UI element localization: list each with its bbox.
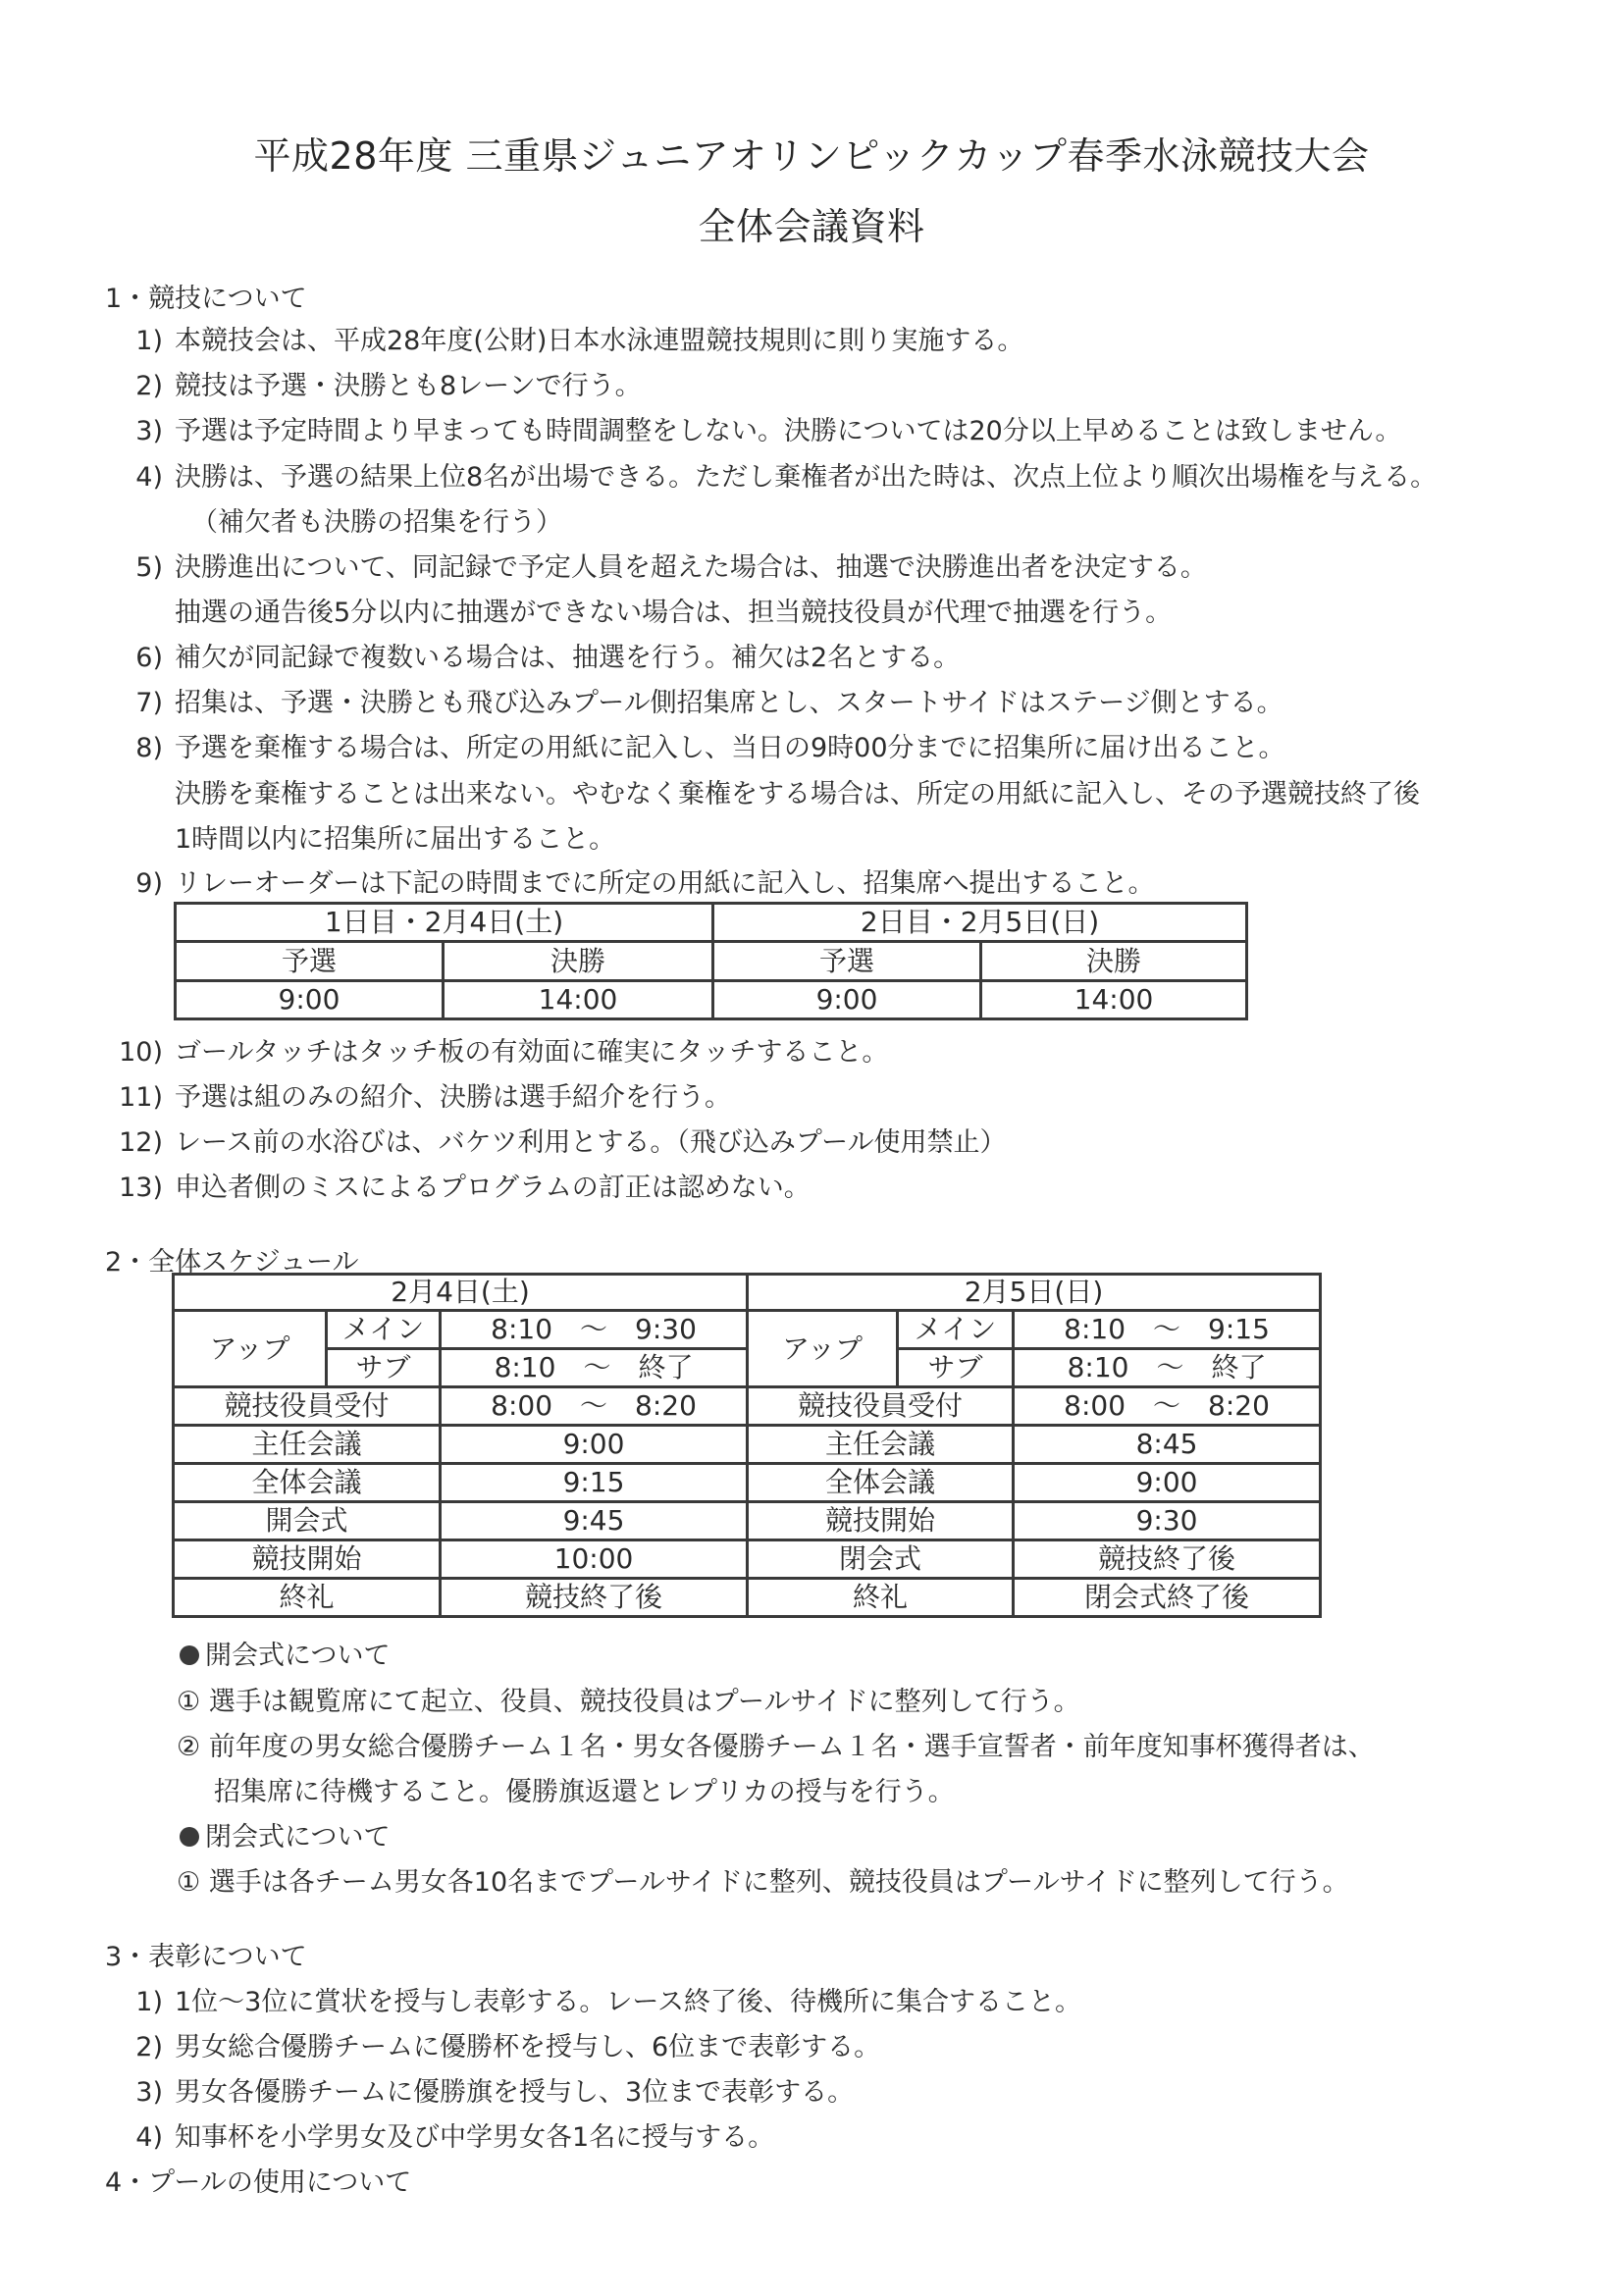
award-item-1	[116, 1980, 1081, 2018]
schedule-date-row	[174, 1275, 1321, 1311]
circled-number: ②	[177, 1732, 201, 1762]
rule-item-4-continuation: （補欠者も決勝の招集を行う）	[191, 507, 562, 538]
closing-ceremony-item-1	[177, 1860, 1349, 1899]
bullet-icon	[180, 1645, 199, 1665]
event-label: 開会式	[174, 1502, 441, 1540]
relay-deadline-cell: 14:00	[444, 981, 713, 1019]
item-number: 11)	[119, 1082, 163, 1113]
item-number: 6)	[135, 643, 163, 673]
award-item-3	[116, 2070, 854, 2109]
event-label: 閉会式	[748, 1540, 1014, 1579]
time-cell: 9:15	[441, 1464, 748, 1502]
item-text: 選手は観覧席にて起立、役員、競技役員はプールサイドに整列して行う。	[208, 1687, 1080, 1717]
item-text: 招集は、予選・決勝とも飛び込みプール側招集席とし、スタートサイドはステージ側とする。	[175, 688, 1283, 718]
item-text: 1位～3位に賞状を授与し表彰する。レース終了後、待機所に集合すること。	[175, 1987, 1082, 2017]
schedule-row	[174, 1579, 1321, 1617]
event-label: 競技役員受付	[174, 1387, 441, 1426]
relay-round-cell: 予選	[713, 942, 981, 981]
item-number: 4)	[135, 2122, 163, 2153]
item-number: 13)	[119, 1173, 163, 1203]
section-3-heading: 3・表彰について	[105, 1942, 307, 1972]
time-cell: 8:10 ～ 終了	[1014, 1349, 1321, 1387]
schedule-date-header: 2月4日(土)	[174, 1275, 748, 1311]
award-item-2	[116, 2025, 880, 2063]
item-number: 8)	[135, 733, 163, 763]
rule-item-6	[116, 636, 960, 674]
closing-ceremony-heading	[180, 1815, 390, 1853]
document-title: 平成28年度 三重県ジュニアオリンピックカップ春季水泳競技大会	[253, 134, 1370, 178]
item-text: 知事杯を小学男女及び中学男女各1名に授与する。	[175, 2122, 775, 2153]
section-2-heading: 2・全体スケジュール	[105, 1247, 359, 1278]
rule-item-4	[116, 455, 1437, 494]
event-label: 競技役員受付	[748, 1387, 1014, 1426]
warmup-label: アップ	[748, 1311, 898, 1387]
item-number: 3)	[135, 2077, 163, 2108]
relay-deadline-cell: 9:00	[176, 981, 444, 1019]
schedule-row	[174, 1540, 1321, 1579]
time-cell: 9:45	[441, 1502, 748, 1540]
rule-item-7	[116, 681, 1283, 719]
item-number: 2)	[135, 2032, 163, 2062]
pool-label: サブ	[898, 1349, 1014, 1387]
pool-label: サブ	[327, 1349, 441, 1387]
time-cell: 9:30	[1014, 1502, 1321, 1540]
event-label: 終礼	[748, 1579, 1014, 1617]
item-text: 前年度の男女総合優勝チーム１名・男女各優勝チーム１名・選手宣誓者・前年度知事杯獲得者は、	[208, 1732, 1375, 1762]
time-cell: 競技終了後	[441, 1579, 748, 1617]
schedule-table	[172, 1273, 1322, 1618]
time-cell: 8:00 ～ 8:20	[441, 1387, 748, 1426]
schedule-date-header: 2月5日(日)	[748, 1275, 1321, 1311]
rule-item-8-continuation-2: 1時間以内に招集所に届出すること。	[175, 824, 616, 855]
time-cell: 9:00	[441, 1426, 748, 1464]
time-cell: 8:00 ～ 8:20	[1014, 1387, 1321, 1426]
rule-item-3	[116, 409, 1401, 447]
item-text: レース前の水浴びは、バケツ利用とする。（飛び込みプール使用禁止）	[175, 1127, 1007, 1158]
event-label: 競技開始	[174, 1540, 441, 1579]
relay-deadline-cell: 9:00	[713, 981, 981, 1019]
rule-item-12	[116, 1121, 1007, 1159]
event-label: 主任会議	[748, 1426, 1014, 1464]
bullet-heading-text: 閉会式について	[205, 1822, 391, 1852]
opening-ceremony-item-2-continuation: 招集席に待機すること。優勝旗返還とレプリカの授与を行う。	[214, 1777, 955, 1807]
opening-ceremony-heading	[180, 1634, 390, 1672]
item-text: 決勝進出について、同記録で予定人員を超えた場合は、抽選で決勝進出者を決定する。	[175, 552, 1207, 583]
relay-round-cell: 予選	[176, 942, 444, 981]
relay-day-row	[176, 904, 1247, 942]
circled-number: ①	[177, 1867, 201, 1898]
time-cell: 9:00	[1014, 1464, 1321, 1502]
event-label: 競技開始	[748, 1502, 1014, 1540]
time-cell: 8:10 ～ 9:30	[441, 1311, 748, 1349]
schedule-row	[174, 1426, 1321, 1464]
opening-ceremony-item-2	[177, 1725, 1375, 1763]
rule-item-5	[116, 546, 1207, 584]
schedule-row	[174, 1349, 1321, 1387]
item-number: 1)	[135, 326, 163, 356]
section-1-heading: 1・競技について	[105, 284, 307, 314]
rule-item-2	[116, 364, 642, 402]
rule-item-8	[116, 726, 1285, 764]
item-number: 2)	[135, 371, 163, 401]
event-label: 終礼	[174, 1579, 441, 1617]
item-number: 12)	[119, 1127, 163, 1158]
relay-day-header: 2日目・2月5日(日)	[713, 904, 1247, 942]
relay-deadline-table	[174, 902, 1248, 1020]
rule-item-8-continuation-1: 決勝を棄権することは出来ない。やむなく棄権をする場合は、所定の用紙に記入し、その予選競技終了後	[175, 779, 1420, 809]
relay-round-row	[176, 942, 1247, 981]
schedule-row	[174, 1311, 1321, 1349]
award-item-4	[116, 2115, 774, 2154]
item-text: 補欠が同記録で複数いる場合は、抽選を行う。補欠は2名とする。	[175, 643, 961, 673]
item-text: 男女総合優勝チームに優勝杯を授与し、6位まで表彰する。	[175, 2032, 881, 2062]
bullet-icon	[180, 1827, 199, 1847]
pool-label: メイン	[898, 1311, 1014, 1349]
schedule-row	[174, 1464, 1321, 1502]
relay-round-cell: 決勝	[981, 942, 1247, 981]
bullet-heading-text: 開会式について	[205, 1641, 391, 1671]
pool-label: メイン	[327, 1311, 441, 1349]
item-number: 4)	[135, 462, 163, 493]
event-label: 全体会議	[174, 1464, 441, 1502]
rule-item-10	[116, 1030, 888, 1069]
circled-number: ①	[177, 1687, 201, 1717]
item-text: 本競技会は、平成28年度(公財)日本水泳連盟競技規則に則り実施する。	[175, 326, 1024, 356]
warmup-label: アップ	[174, 1311, 327, 1387]
rule-item-5-continuation: 抽選の通告後5分以内に抽選ができない場合は、担当競技役員が代理で抽選を行う。	[175, 598, 1173, 628]
relay-round-cell: 決勝	[444, 942, 713, 981]
rule-item-1	[116, 319, 1023, 357]
relay-day-header: 1日目・2月4日(土)	[176, 904, 713, 942]
item-text: 決勝は、予選の結果上位8名が出場できる。ただし棄権者が出た時は、次点上位より順次出場権を与える。	[175, 462, 1438, 493]
item-text: 競技は予選・決勝とも8レーンで行う。	[175, 371, 642, 401]
time-cell: 競技終了後	[1014, 1540, 1321, 1579]
item-text: 申込者側のミスによるプログラムの訂正は認めない。	[175, 1173, 811, 1203]
item-number: 3)	[135, 416, 163, 446]
item-number: 1)	[135, 1987, 163, 2017]
time-cell: 8:10 ～ 終了	[441, 1349, 748, 1387]
item-text: 選手は各チーム男女各10名までプールサイドに整列、競技役員はプールサイドに整列して行う。	[208, 1867, 1349, 1898]
schedule-row	[174, 1502, 1321, 1540]
item-number: 9)	[135, 868, 163, 899]
item-number: 10)	[119, 1037, 163, 1068]
time-cell: 8:45	[1014, 1426, 1321, 1464]
rule-item-11	[116, 1075, 731, 1114]
event-label: 主任会議	[174, 1426, 441, 1464]
event-label: 全体会議	[748, 1464, 1014, 1502]
rule-item-9	[116, 861, 1154, 900]
item-text: 予選は予定時間より早まっても時間調整をしない。決勝については20分以上早めることは致しません。	[175, 416, 1402, 446]
item-text: 予選を棄権する場合は、所定の用紙に記入し、当日の9時00分までに招集所に届け出ること。	[175, 733, 1285, 763]
item-text: リレーオーダーは下記の時間までに所定の用紙に記入し、招集席へ提出すること。	[175, 868, 1155, 899]
document-subtitle: 全体会議資料	[698, 205, 925, 248]
item-text: 男女各優勝チームに優勝旗を授与し、3位まで表彰する。	[175, 2077, 855, 2108]
opening-ceremony-item-1	[177, 1680, 1080, 1718]
rule-item-13	[116, 1166, 811, 1204]
time-cell: 閉会式終了後	[1014, 1579, 1321, 1617]
item-number: 7)	[135, 688, 163, 718]
item-text: ゴールタッチはタッチ板の有効面に確実にタッチすること。	[175, 1037, 889, 1068]
relay-deadline-cell: 14:00	[981, 981, 1247, 1019]
schedule-row	[174, 1387, 1321, 1426]
time-cell: 10:00	[441, 1540, 748, 1579]
item-number: 5)	[135, 552, 163, 583]
section-4-heading: 4・プールの使用について	[105, 2167, 412, 2198]
time-cell: 8:10 ～ 9:15	[1014, 1311, 1321, 1349]
relay-deadline-row	[176, 981, 1247, 1019]
item-text: 予選は組のみの紹介、決勝は選手紹介を行う。	[175, 1082, 731, 1113]
